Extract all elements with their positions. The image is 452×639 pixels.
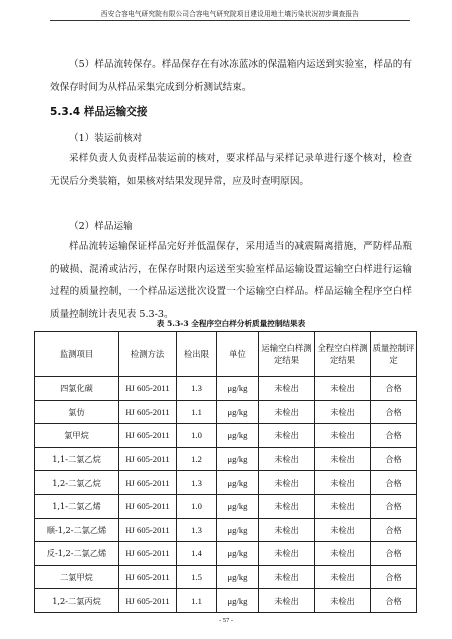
table-cell: 未检出 — [315, 518, 371, 542]
table-cell: 合格 — [371, 471, 417, 495]
table-cell: 1.4 — [177, 542, 217, 566]
table-cell: 未检出 — [259, 494, 315, 518]
table-cell: μg/kg — [217, 447, 259, 471]
table-cell: 未检出 — [315, 494, 371, 518]
table-row — [35, 447, 417, 471]
table-cell: 合格 — [371, 518, 417, 542]
table-cell: 1.3 — [177, 377, 217, 401]
table-cell: 二氯甲烷 — [35, 565, 119, 589]
table-cell: 未检出 — [259, 565, 315, 589]
table-cell: μg/kg — [217, 589, 259, 613]
table-row — [35, 424, 417, 448]
table-cell: 未检出 — [315, 471, 371, 495]
paragraph-sample-storage: （5）样品流转保存。样品保存在有冰冻蓝冰的保温箱内运送到实验室，样品的有效保存时间为从样品采集完成到分析测试结束。 — [50, 59, 412, 93]
table-cell: 未检出 — [259, 589, 315, 613]
header-rule — [50, 20, 410, 21]
table-cell: 合格 — [371, 377, 417, 401]
table-cell: 未检出 — [259, 471, 315, 495]
qc-results-table — [34, 331, 417, 613]
table-cell: HJ 605-2011 — [119, 400, 177, 424]
header-cell: 检测方法 — [119, 332, 177, 377]
table-cell: 未检出 — [315, 565, 371, 589]
table-cell: 未检出 — [259, 377, 315, 401]
header-cell: 全程空白样测定结果 — [315, 332, 371, 377]
table-cell: 合格 — [371, 542, 417, 566]
table-cell: 未检出 — [315, 400, 371, 424]
subheading-sample-transport: （2）样品运输 — [69, 221, 133, 232]
table-cell: 1.0 — [177, 494, 217, 518]
section-heading: 5.3.4 样品运输交接 — [50, 106, 148, 118]
table-cell: μg/kg — [217, 400, 259, 424]
table-cell: μg/kg — [217, 542, 259, 566]
table-cell: 合格 — [371, 447, 417, 471]
table-cell: 1.3 — [177, 518, 217, 542]
table-cell: 未检出 — [315, 589, 371, 613]
table-cell: 氯甲烷 — [35, 424, 119, 448]
table-cell: μg/kg — [217, 518, 259, 542]
table-row — [35, 565, 417, 589]
paragraph-pre-shipment-check: 采样负责人负责样品装运前的核对，要求样品与采样记录单进行逐个核对，检查无误后分类装箱，如果核对结果发现异常，应及时查明原因。 — [50, 153, 412, 187]
header-cell: 运输空白样测定结果 — [259, 332, 315, 377]
table-cell: 未检出 — [259, 518, 315, 542]
table-cell: μg/kg — [217, 565, 259, 589]
table-cell: HJ 605-2011 — [119, 565, 177, 589]
header-cell: 质量控制评定 — [371, 332, 417, 377]
table-cell: 1.1 — [177, 400, 217, 424]
table-row — [35, 400, 417, 424]
table-header-row — [35, 332, 417, 377]
page-number: - 57 - — [218, 617, 234, 624]
table-cell: 1,2-二氯丙烷 — [35, 589, 119, 613]
table-row — [35, 471, 417, 495]
table-cell: HJ 605-2011 — [119, 542, 177, 566]
table-cell: μg/kg — [217, 471, 259, 495]
table-cell: 未检出 — [315, 424, 371, 448]
table-cell: μg/kg — [217, 377, 259, 401]
table-cell: 未检出 — [315, 447, 371, 471]
table-caption: 表 5.3-3 全程序空白样分析质量控制结果表 — [156, 319, 306, 328]
table-row — [35, 518, 417, 542]
table-cell: 未检出 — [315, 542, 371, 566]
table-cell: 1,2-二氯乙烷 — [35, 471, 119, 495]
table-row — [35, 494, 417, 518]
table-cell: μg/kg — [217, 494, 259, 518]
header-cell: 检出限 — [177, 332, 217, 377]
table-cell: 反-1,2-二氯乙烯 — [35, 542, 119, 566]
table-cell: 1.5 — [177, 565, 217, 589]
table-cell: 1.2 — [177, 447, 217, 471]
header-cell: 监测项目 — [35, 332, 119, 377]
table-cell: 未检出 — [259, 447, 315, 471]
table-cell: HJ 605-2011 — [119, 471, 177, 495]
table-cell: 顺-1,2-二氯乙烯 — [35, 518, 119, 542]
table-cell: 四氯化碳 — [35, 377, 119, 401]
subheading-pre-shipment-check: （1）装运前核对 — [69, 133, 143, 144]
table-cell: HJ 605-2011 — [119, 447, 177, 471]
table-cell: 合格 — [371, 424, 417, 448]
table-cell: 合格 — [371, 400, 417, 424]
table-cell: HJ 605-2011 — [119, 494, 177, 518]
table-cell: 未检出 — [259, 424, 315, 448]
table-cell: HJ 605-2011 — [119, 424, 177, 448]
table-row — [35, 377, 417, 401]
table-cell: 1.3 — [177, 471, 217, 495]
paragraph-sample-transport: 样品流转运输保证样品完好并低温保存，采用适当的减震隔离措施，严防样品瓶的破损、混淆或沾污，在保存时限内运送至实验室样品运输设置运输空白样进行运输过程的质量控制，一个样品运送批次设置一个运输空白样品。样品运输全程序空白样质量控制统计表见表 5.3-3。 — [50, 241, 412, 320]
table-cell: 1,1-二氯乙烯 — [35, 494, 119, 518]
table-cell: μg/kg — [217, 424, 259, 448]
table-cell: 合格 — [371, 494, 417, 518]
table-cell: 合格 — [371, 589, 417, 613]
table-row — [35, 542, 417, 566]
table-row — [35, 589, 417, 613]
table-cell: 未检出 — [315, 377, 371, 401]
header-cell: 单位 — [217, 332, 259, 377]
table-cell: 未检出 — [259, 542, 315, 566]
table-cell: 1.1 — [177, 589, 217, 613]
table-cell: 1.0 — [177, 424, 217, 448]
table-cell: 合格 — [371, 565, 417, 589]
table-cell: 氯仿 — [35, 400, 119, 424]
table-cell: 1,1-二氯乙烷 — [35, 447, 119, 471]
table-cell: 未检出 — [259, 400, 315, 424]
table-cell: HJ 605-2011 — [119, 518, 177, 542]
page-header: 西安合容电气研究院有限公司合容电气研究院项目建设用地土壤污染状况初步调查报告 — [100, 10, 360, 18]
table-cell: HJ 605-2011 — [119, 589, 177, 613]
table-cell: HJ 605-2011 — [119, 377, 177, 401]
